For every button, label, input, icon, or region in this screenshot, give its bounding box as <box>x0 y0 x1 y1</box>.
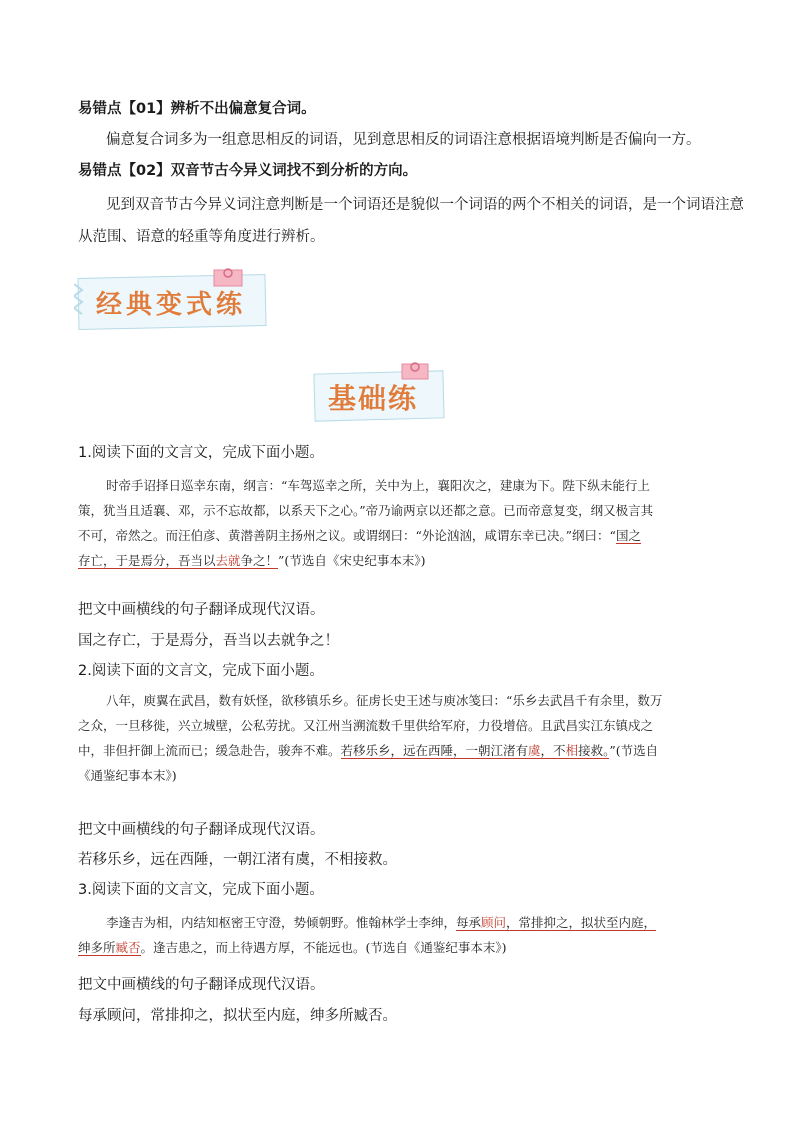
q1-underline-a: 国之 <box>615 528 641 543</box>
q1-answer: 国之存亡，于是焉分，吾当以去就争之！ <box>78 633 339 649</box>
section-banner-main <box>74 266 274 330</box>
q2-underline-a: 若移乐乡，远在西陲，一朝江渚有 <box>340 743 529 758</box>
q2-underline-c: ，不 <box>540 743 566 758</box>
q3-line2-text: 。逢吉患之，而上待遇方厚，不能远也。(节选自《通鉴纪事本末》) <box>140 940 507 955</box>
q2-source-a: ”(节选自 <box>609 743 659 758</box>
q1-passage-line1: 时帝手诏择日巡幸东南，纲言：“车驾巡幸之所，关中为上，襄阳次之，建康为下。陛下纵未能行上 <box>106 478 650 493</box>
banner-sub-title: 基础练 <box>328 382 419 415</box>
q2-underline-e: 接救。 <box>578 743 610 758</box>
q2-keyword-xiang: 相 <box>565 743 579 758</box>
q2-passage-line4: 《通鉴纪事本末》) <box>78 768 177 783</box>
q2-line3-text: 中，非但扞御上流而已；缓急赴告，骏奔不难。 <box>78 743 341 758</box>
q2-prompt: 2.阅读下面的文言文，完成下面小题。 <box>78 663 324 679</box>
q3-instruction: 把文中画横线的句子翻译成现代汉语。 <box>78 977 325 993</box>
tip-1-body: 偏意复合词多为一组意思相反的词语，见到意思相反的词语注意根据语境判断是否偏向一方。 <box>106 132 701 148</box>
q2-passage <box>78 688 718 788</box>
q3-line1-text: 李逢吉为相，内结知枢密王守澄，势倾朝野。惟翰林学士李绅， <box>106 915 457 930</box>
q1-passage-line2: 策，犹当且适襄、邓，示不忘故都，以系天下之心。”帝乃谕两京以还都之意。已而帝意复变，纲又极言其 <box>78 503 654 518</box>
tip-2-body-line1: 见到双音节古今异义词注意判断是一个词语还是貌似一个词语的两个不相关的词语，是一个词语注意 <box>106 197 744 213</box>
q2-passage-line2: 之众，一旦移徙，兴立城壁，公私劳扰。又江州当溯流数千里供给军府，力役增倍。且武昌实江东镇戍之 <box>78 718 654 733</box>
q1-line3-text: 不可，帝然之。而汪伯彦、黄潜善阴主扬州之议。或谓纲曰：“外论汹汹，咸谓东幸已决。”纲曰：“ <box>78 528 616 543</box>
tip-1-label: 易错点【01】辨析不出偏意复合词。 <box>78 101 316 117</box>
section-banner-sub <box>306 360 450 422</box>
tip-2-label: 易错点【02】双音节古今异义词找不到分析的方向。 <box>78 163 418 179</box>
q3-keyword-guwen: 顾问 <box>481 915 507 930</box>
q2-passage-line3 <box>78 738 718 763</box>
q1-instruction: 把文中画横线的句子翻译成现代汉语。 <box>78 602 325 618</box>
q1-passage <box>78 473 718 573</box>
q1-passage-line4 <box>78 548 718 573</box>
q3-answer: 每承顾问，常排抑之，拟状至内庭，绅多所臧否。 <box>78 1008 397 1024</box>
q3-passage-line2 <box>78 935 718 960</box>
q3-passage-line1 <box>78 910 718 935</box>
q1-underline-c: 争之！ <box>240 553 279 568</box>
q1-prompt: 1.阅读下面的文言文，完成下面小题。 <box>78 445 324 461</box>
q2-answer: 若移乐乡，远在西陲，一朝江渚有虞，不相接救。 <box>78 852 397 868</box>
q2-keyword-yu: 虞 <box>528 743 541 758</box>
q1-underline-b: 存亡，于是焉分，吾当以 <box>78 553 216 568</box>
tip-2-body-line2: 从范围、语意的轻重等角度进行辨析。 <box>78 229 325 245</box>
q3-underline-a: 每承 <box>456 915 482 930</box>
q1-source: ”(节选自《宋史纪事本末》) <box>278 553 426 568</box>
q3-prompt: 3.阅读下面的文言文，完成下面小题。 <box>78 882 324 898</box>
q3-passage <box>78 910 718 960</box>
q1-passage-line3 <box>78 523 718 548</box>
q3-underline-c: ，常排抑之，拟状至内庭， <box>506 915 657 930</box>
q3-underline-d: 绅多所 <box>78 940 116 955</box>
q1-keyword-qujiu: 去就 <box>215 553 241 568</box>
q2-instruction: 把文中画横线的句子翻译成现代汉语。 <box>78 822 325 838</box>
q3-keyword-zangpi: 臧否 <box>115 940 141 955</box>
banner-main-title: 经典变式练 <box>96 290 247 320</box>
q2-passage-line1: 八年，庾翼在武昌，数有妖怪，欲移镇乐乡。征虏长史王述与庾冰笺曰：“乐乡去武昌千有余里，数万 <box>106 693 663 708</box>
